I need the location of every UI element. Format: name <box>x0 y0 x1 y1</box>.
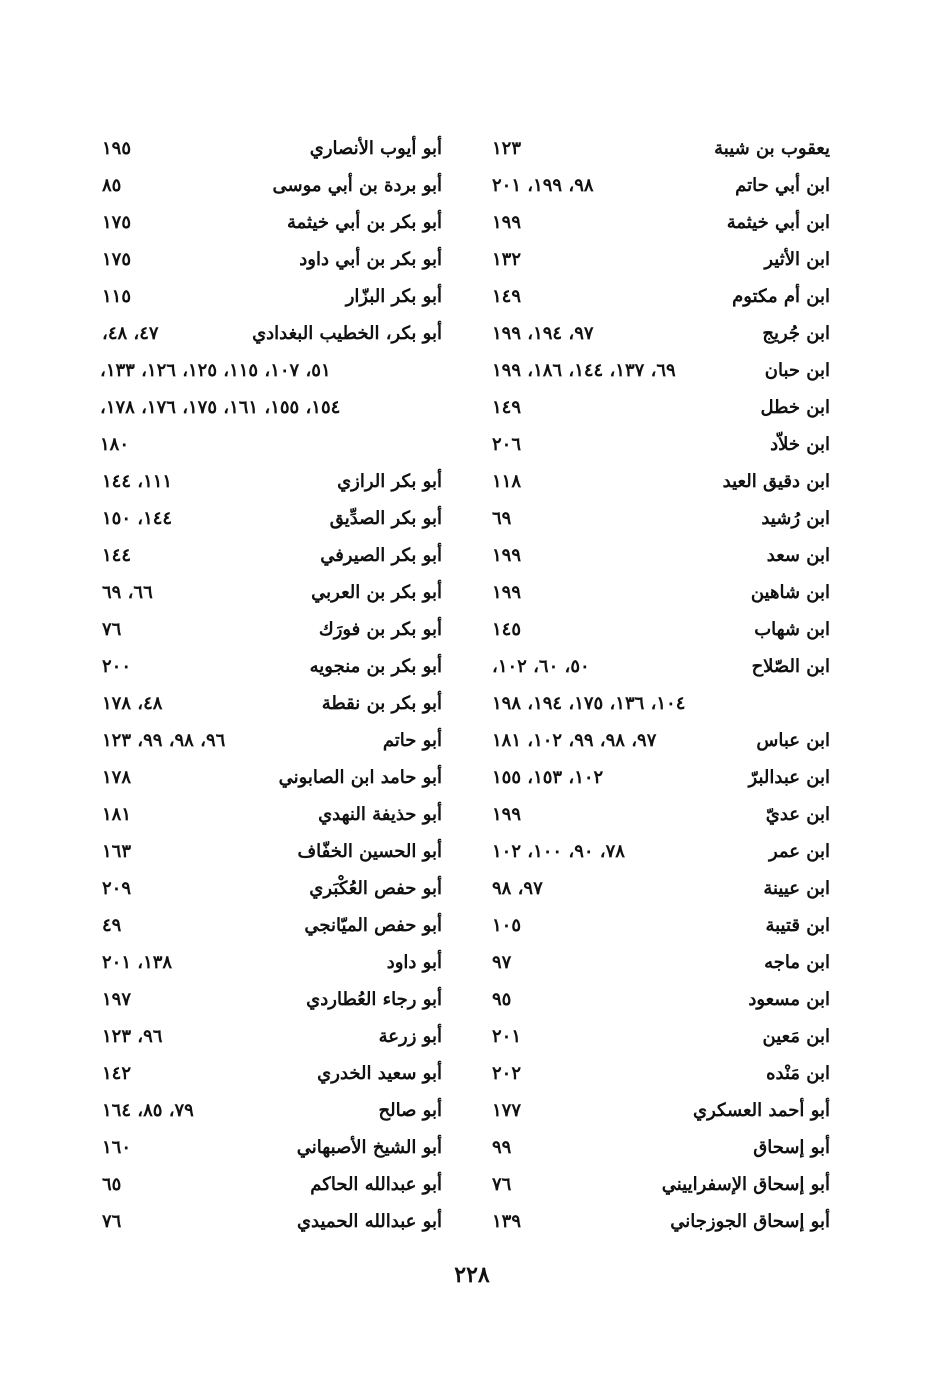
index-entry <box>100 537 442 574</box>
index-entry <box>490 1018 830 1055</box>
entry-name: أبو بكر الصدِّيق <box>329 508 442 529</box>
index-column-left <box>100 130 442 1240</box>
entry-name: أبو بكر بن فورَك <box>318 619 442 640</box>
entry-pages: ١٢٣ <box>492 138 522 159</box>
entry-name: أبو إسحاق <box>753 1137 830 1158</box>
index-entry <box>100 907 442 944</box>
index-entry <box>490 981 830 1018</box>
entry-name: ابن شهاب <box>754 619 830 640</box>
entry-name: أبو إسحاق الجوزجاني <box>670 1211 830 1232</box>
entry-pages: ٧٦ <box>102 619 122 640</box>
index-entry <box>100 574 442 611</box>
entry-name: أبو عبدالله الحاكم <box>310 1174 442 1195</box>
entry-pages: ٧٦ <box>492 1174 512 1195</box>
index-entry <box>490 1055 830 1092</box>
index-entry <box>490 352 830 389</box>
entry-pages: ١١٨ <box>492 471 522 492</box>
entry-name: ابن شاهين <box>750 582 830 603</box>
entry-pages: ٨٥ <box>102 175 122 196</box>
entry-name: ابن الصّلاح <box>751 656 830 677</box>
entry-name: أبو بكر الصيرفي <box>320 545 442 566</box>
entry-name: أبو رجاء العُطاردي <box>306 989 442 1010</box>
entry-name: أبو أيوب الأنصاري <box>309 138 442 159</box>
index-entry <box>100 130 442 167</box>
entry-pages: ٧٨، ٩٠، ١٠٠، ١٠٢ <box>492 841 625 862</box>
entry-pages: ٢٠٩ <box>102 878 132 899</box>
entry-pages: ١٤٩ <box>492 286 522 307</box>
entry-name: أبو حفص الميّانجي <box>304 915 442 936</box>
index-entry <box>490 759 830 796</box>
entry-pages: ١٣٨، ٢٠١ <box>102 952 173 973</box>
entry-name: يعقوب بن شيبة <box>714 138 830 159</box>
index-entry <box>100 500 442 537</box>
entry-name: ابن عيينة <box>763 878 830 899</box>
entry-pages: ١٧٥ <box>102 212 132 233</box>
index-entry <box>100 463 442 500</box>
entry-pages: ١٤٤، ١٥٠ <box>102 508 173 529</box>
entry-name: ابن رُشيد <box>761 508 830 529</box>
index-entry <box>100 648 442 685</box>
entry-name: ابن عديّ <box>765 804 830 825</box>
entry-pages: ١١١، ١٤٤ <box>102 471 173 492</box>
entry-name: أبو زرعة <box>378 1026 442 1047</box>
index-entry <box>100 1203 442 1240</box>
entry-pages: ٢٠٦ <box>492 434 522 455</box>
entry-pages: ١٧٧ <box>492 1100 522 1121</box>
entry-pages: ١٩٧ <box>102 989 132 1010</box>
index-entry <box>490 833 830 870</box>
entry-pages: ٩٧، ١٩٤، ١٩٩ <box>492 323 594 344</box>
index-entry-continuation <box>100 426 442 463</box>
entry-name: أبو حذيفة النهدي <box>318 804 442 825</box>
entry-pages: ٩٧، ٩٨، ٩٩، ١٠٢، ١٨١ <box>492 730 657 751</box>
index-entry <box>100 1055 442 1092</box>
entry-name: ابن أبي خيثمة <box>726 212 830 233</box>
index-entry <box>490 130 830 167</box>
entry-pages: ١٥٤، ١٥٥، ١٦١، ١٧٥، ١٧٦، ١٧٨، <box>100 397 341 418</box>
entry-pages: ١٠٥ <box>492 915 522 936</box>
entry-pages: ١٦٠ <box>102 1137 132 1158</box>
entry-pages: ٦٥ <box>102 1174 122 1195</box>
index-entry <box>490 870 830 907</box>
entry-pages: ٩٩ <box>492 1137 512 1158</box>
index-entry <box>100 241 442 278</box>
entry-pages: ١٩٩ <box>492 582 522 603</box>
index-entry <box>490 1203 830 1240</box>
entry-pages: ٢٠١ <box>492 1026 522 1047</box>
entry-name: ابن الأثير <box>764 249 830 270</box>
index-entry <box>490 500 830 537</box>
entry-name: ابن دقيق العيد <box>722 471 830 492</box>
entry-name: أبو بكر بن منجويه <box>309 656 442 677</box>
index-entry <box>490 167 830 204</box>
entry-pages: ٤٩ <box>102 915 122 936</box>
entry-name: ابن عمر <box>768 841 830 862</box>
entry-name: أبو صالح <box>378 1100 442 1121</box>
index-entry <box>490 426 830 463</box>
entry-pages: ٧٦ <box>102 1211 122 1232</box>
index-entry <box>490 648 830 685</box>
index-entry <box>100 1129 442 1166</box>
index-entry <box>100 1092 442 1129</box>
entry-pages: ١٠٢، ١٥٣، ١٥٥ <box>492 767 604 788</box>
entry-pages: ٧٩، ٨٥، ١٦٤ <box>102 1100 194 1121</box>
entry-pages: ٤٧، ٤٨، <box>102 323 159 344</box>
entry-name: ابن ماجه <box>764 952 830 973</box>
index-entry <box>490 611 830 648</box>
index-entry <box>100 759 442 796</box>
index-entry <box>490 315 830 352</box>
entry-pages: ٥١، ١٠٧، ١١٥، ١٢٥، ١٢٦، ١٣٣، <box>100 360 331 381</box>
entry-pages: ١٩٩ <box>492 212 522 233</box>
entry-name: ابن مَنْده <box>766 1063 830 1084</box>
index-entry <box>100 833 442 870</box>
entry-pages: ١٧٨ <box>102 767 132 788</box>
index-entry <box>100 278 442 315</box>
index-entry <box>490 463 830 500</box>
index-entry <box>490 722 830 759</box>
entry-name: ابن حبان <box>764 360 830 381</box>
entry-pages: ١١٥ <box>102 286 132 307</box>
entry-pages: ٩٦، ٩٨، ٩٩، ١٢٣ <box>102 730 226 751</box>
entry-pages: ٤٨، ١٧٨ <box>102 693 163 714</box>
index-entry <box>490 1092 830 1129</box>
entry-name: ابن مسعود <box>748 989 830 1010</box>
entry-name: أبو سعيد الخدري <box>317 1063 442 1084</box>
entry-pages: ٥٠، ٦٠، ١٠٢، <box>492 656 590 677</box>
entry-name: أبو بكر بن أبي داود <box>299 249 442 270</box>
entry-name: أبو بكر، الخطيب البغدادي <box>252 323 442 344</box>
index-entry <box>490 537 830 574</box>
index-entry <box>490 944 830 981</box>
entry-pages: ١٩٥ <box>102 138 132 159</box>
entry-pages: ١٩٩ <box>492 804 522 825</box>
index-entry-continuation <box>490 685 830 722</box>
page-number: ٢٢٨ <box>454 1262 490 1288</box>
entry-name: ابن عباس <box>756 730 830 751</box>
index-entry <box>100 611 442 648</box>
index-entry <box>100 204 442 241</box>
entry-name: ابن خلاّد <box>770 434 830 455</box>
index-entry <box>100 944 442 981</box>
entry-name: أبو الحسين الخفّاف <box>297 841 442 862</box>
index-entry <box>100 685 442 722</box>
entry-name: ابن أم مكتوم <box>732 286 830 307</box>
entry-pages: ١٦٣ <box>102 841 132 862</box>
entry-name: أبو إسحاق الإسفراييني <box>661 1174 830 1195</box>
index-column-right <box>490 130 830 1240</box>
entry-name: أبو الشيخ الأصبهاني <box>296 1137 442 1158</box>
entry-name: ابن أبي حاتم <box>735 175 830 196</box>
entry-pages: ٦٩ <box>492 508 512 529</box>
index-entry <box>490 204 830 241</box>
entry-name: ابن مَعين <box>762 1026 830 1047</box>
entry-name: ابن جُريج <box>762 323 830 344</box>
index-entry <box>490 574 830 611</box>
entry-name: أبو أحمد العسكري <box>692 1100 830 1121</box>
entry-name: أبو بكر البزّار <box>345 286 442 307</box>
index-entry <box>490 389 830 426</box>
entry-pages: ١٩٩ <box>492 545 522 566</box>
entry-name: أبو بكر الرازي <box>337 471 442 492</box>
index-entry <box>100 796 442 833</box>
index-entry <box>100 870 442 907</box>
entry-pages: ١٣٩ <box>492 1211 522 1232</box>
entry-pages: ١٤٤ <box>102 545 132 566</box>
entry-pages: ١٤٩ <box>492 397 522 418</box>
entry-name: أبو عبدالله الحميدي <box>296 1211 442 1232</box>
entry-name: أبو بكر بن نقطة <box>321 693 442 714</box>
entry-name: ابن عبدالبرّ <box>748 767 830 788</box>
entry-name: أبو حفص العُكْبَري <box>309 878 442 899</box>
entry-name: ابن سعد <box>766 545 830 566</box>
index-entry-continuation <box>100 352 442 389</box>
entry-name: أبو بكر بن أبي خيثمة <box>286 212 442 233</box>
index-entry <box>490 278 830 315</box>
index-entry <box>100 722 442 759</box>
index-entry-continuation <box>100 389 442 426</box>
entry-pages: ٦٩، ١٣٧، ١٤٤، ١٨٦، ١٩٩ <box>492 360 676 381</box>
entry-name: أبو بردة بن أبي موسى <box>272 175 442 196</box>
entry-pages: ١٣٢ <box>492 249 522 270</box>
entry-pages: ١٤٥ <box>492 619 522 640</box>
entry-name: أبو داود <box>386 952 442 973</box>
index-entry <box>490 1129 830 1166</box>
index-entry <box>100 1166 442 1203</box>
index-entry <box>490 907 830 944</box>
entry-pages: ١٨٠ <box>100 434 130 455</box>
entry-pages: ٩٧، ٩٨ <box>492 878 543 899</box>
entry-name: أبو بكر بن العربي <box>311 582 442 603</box>
entry-pages: ٦٦، ٦٩ <box>102 582 153 603</box>
entry-pages: ٢٠٢ <box>492 1063 522 1084</box>
index-entry <box>490 1166 830 1203</box>
entry-pages: ٢٠٠ <box>102 656 132 677</box>
entry-name: أبو حاتم <box>382 730 442 751</box>
index-entry <box>100 981 442 1018</box>
entry-pages: ٩٨، ١٩٩، ٢٠١ <box>492 175 594 196</box>
entry-pages: ٩٧ <box>492 952 512 973</box>
entry-name: ابن قتيبة <box>765 915 830 936</box>
entry-pages: ١٧٥ <box>102 249 132 270</box>
entry-pages: ٩٥ <box>492 989 512 1010</box>
entry-pages: ٩٦، ١٢٣ <box>102 1026 163 1047</box>
entry-pages: ١٠٤، ١٣٦، ١٧٥، ١٩٤، ١٩٨ <box>492 693 686 714</box>
index-entry <box>100 315 442 352</box>
entry-name: أبو حامد ابن الصابوني <box>278 767 442 788</box>
index-entry <box>490 241 830 278</box>
index-entry <box>100 167 442 204</box>
entry-name: ابن خطل <box>760 397 830 418</box>
index-entry <box>100 1018 442 1055</box>
index-entry <box>490 796 830 833</box>
entry-pages: ١٨١ <box>102 804 132 825</box>
entry-pages: ١٤٢ <box>102 1063 132 1084</box>
